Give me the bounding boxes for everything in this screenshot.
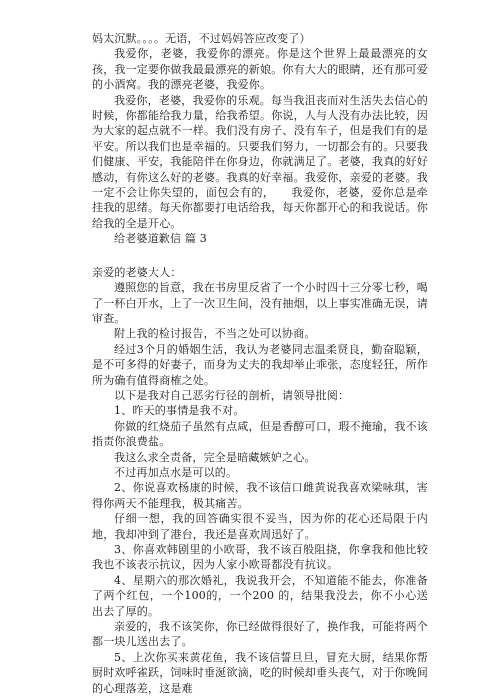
paragraph: 2、你说喜欢杨康的时候，我不该信口雌黄说我喜欢梁咏琪，害得你两天不能理我，极其痛苦。	[92, 481, 428, 510]
paragraph: 亲爱的，我不该笑你，你已经做得很好了，换作我，可能将两个都一块儿送出去了。	[92, 620, 428, 649]
paragraph: 你做的红烧茄子虽然有点咸，但是香醇可口，瑕不掩瑜，我不该指责你浪费盐。	[92, 419, 428, 449]
paragraph: 不过再加点水是可以的。	[114, 465, 238, 479]
paragraph: 遵照您的旨意，我在书房里反省了一个小时四十三分零七秒，喝了一杯白开水，上了一次卫生间，没有抽烟，以上事实准确无误，请审查。	[92, 281, 428, 325]
paragraph: 亲爱的老婆大人：	[92, 265, 182, 279]
paragraph: 3、你喜欢韩剧里的小欧哥，我不该百般阻挠，你拿我和他比较我也不该表示抗议，因为人家小欧哥都没有抗议。	[92, 543, 428, 572]
paragraph: 经过3个月的婚姻生活，我认为老婆同志温柔贤良，勤奋聪颖，是不可多得的好妻子，而身为丈夫的我却举止乖张，态度轻狂，所作所为确有值得商榷之处。	[92, 342, 428, 387]
letter-body	[92, 31, 428, 696]
paragraph: 附上我的检讨报告，不当之处可以协商。	[114, 327, 316, 341]
paragraph: 妈太沉默。。。。无语，不过妈妈答应改变了）	[92, 32, 311, 45]
paragraph-gap	[92, 247, 428, 265]
paragraph: 4、星期六的那次婚礼，我说我开会，不知道能不能去，你准备了两个红包，一个100的，一个200 的，结果我没去，你不小心送出去了厚的。	[92, 573, 428, 618]
paragraph: 给老婆道歉信 篇 3	[114, 232, 207, 246]
paragraph: 我爱你，老婆，我爱你的漂亮。你是这个世界上最最漂亮的女孩，我一定要你做我最最漂亮的新娘。你有大大的眼睛，还有那可爱的小酒窝。我的漂亮老婆，我爱你。	[92, 47, 428, 92]
paragraph: 以下是我对自己恶劣行径的剖析，请领导批阅：	[114, 388, 350, 402]
paragraph: 我爱你，老婆，我爱你的乐观。每当我沮丧而对生活失去信心的时候，你都能给我力量，给我希望。你说，人与人没有办法比较，因为大家的起点就不一样。我们没有房子、没有车子，但是我们有的是平安。所以我们也是幸福的。只要我们努力，一切都会有的。只要我们健康、平安，我能陪伴在你身边，你就满足了。老婆，我真的好好感动，有你这么好的老婆。我真的好幸福。我爱你，亲爱的老婆。我一定不会让你失望的，面包会有的， 我爱你，老婆，爱你总是牵挂我的思绪。每天你都要打电话给我，每天你都开心的和我说话。你给我的全是开心。	[92, 93, 428, 230]
paragraph: 仔细一想，我的回答确实很不妥当，因为你的花心还局限于内地，我却冲到了港台，我还是喜欢周迅好了。	[92, 512, 428, 541]
paragraph: 我这么求全责备，完全是暗藏嫉妒之心。	[114, 450, 316, 464]
paragraph: 1、昨天的事情是我不对。	[114, 404, 245, 418]
paragraph: 5、上次你买来黄花鱼，我不该信誓旦旦，冒充大厨，结果你帮厨时欢呼雀跃，饲味时垂涎欲滴，吃的时候却垂头丧气，对于你晚间的心理落差，这是难	[92, 650, 428, 695]
